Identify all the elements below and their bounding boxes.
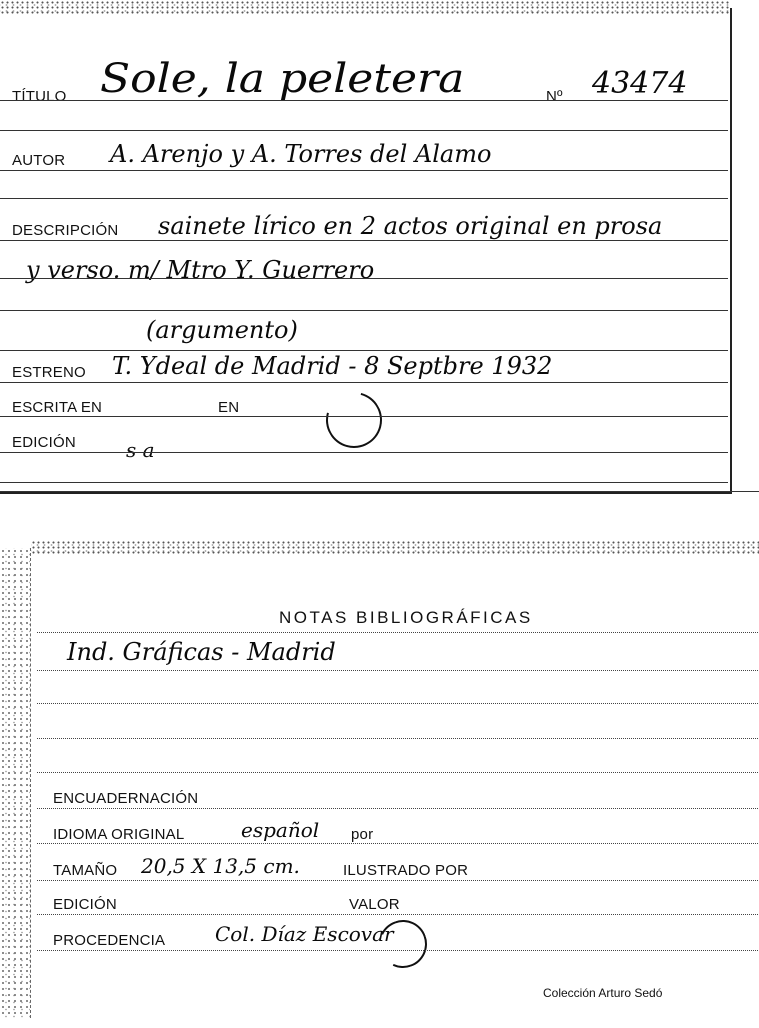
escrita-en-label: ESCRITA EN bbox=[12, 399, 103, 416]
ink-stamp-mark bbox=[316, 382, 392, 458]
rule-line bbox=[0, 310, 728, 311]
titulo-value: Sole, la peletera bbox=[100, 56, 465, 102]
catalog-card-front bbox=[0, 8, 732, 494]
notas-line1: Ind. Gráficas - Madrid bbox=[67, 638, 336, 666]
idioma-label: IDIOMA ORIGINAL bbox=[53, 826, 185, 843]
dotted-rule bbox=[37, 772, 759, 773]
autor-value: A. Arenjo y A. Torres del Alamo bbox=[110, 140, 492, 168]
dotted-rule bbox=[37, 738, 759, 739]
rule-line bbox=[0, 100, 728, 101]
catalog-card-back bbox=[30, 548, 759, 1018]
numero-label: Nº bbox=[546, 88, 563, 105]
estreno-value: T. Ydeal de Madrid - 8 Septbre 1932 bbox=[112, 352, 553, 380]
rule-line bbox=[0, 452, 728, 453]
argumento-note: (argumento) bbox=[146, 316, 298, 344]
edicion-label: EDICIÓN bbox=[12, 434, 76, 451]
dotted-rule bbox=[37, 880, 759, 881]
descripcion-label: DESCRIPCIÓN bbox=[12, 222, 119, 239]
encuadernacion-label: ENCUADERNACIÓN bbox=[53, 790, 199, 807]
rule-line bbox=[0, 240, 728, 241]
tamano-value: 20,5 X 13,5 cm. bbox=[141, 854, 300, 878]
dotted-rule bbox=[37, 703, 759, 704]
numero-value: 43474 bbox=[592, 66, 688, 101]
dotted-rule bbox=[37, 950, 759, 951]
rule-line bbox=[0, 416, 728, 417]
rule-line bbox=[0, 130, 728, 131]
card-edge-texture bbox=[0, 548, 30, 1018]
dotted-rule bbox=[37, 670, 759, 671]
rule-line bbox=[0, 278, 728, 279]
autor-label: AUTOR bbox=[12, 152, 66, 169]
en-label: EN bbox=[218, 399, 240, 416]
descripcion-line2: y verso. m/ Mtro Y. Guerrero bbox=[26, 256, 375, 284]
dotted-rule bbox=[37, 914, 759, 915]
notas-heading: NOTAS BIBLIOGRÁFICAS bbox=[279, 608, 533, 627]
rule-line bbox=[0, 198, 728, 199]
rule-line bbox=[0, 350, 728, 351]
titulo-label: TÍTULO bbox=[12, 88, 67, 105]
rule-line bbox=[0, 170, 728, 171]
por-label: por bbox=[351, 826, 374, 843]
dotted-rule bbox=[37, 808, 759, 809]
edicion-label: EDICIÓN bbox=[53, 896, 117, 913]
ilustrado-label: ILUSTRADO POR bbox=[343, 862, 469, 879]
descripcion-line1: sainete lírico en 2 actos original en prosa bbox=[158, 212, 663, 240]
estreno-label: ESTRENO bbox=[12, 364, 86, 381]
card-bottom-edge bbox=[0, 491, 759, 492]
rule-line bbox=[0, 382, 728, 383]
valor-label: VALOR bbox=[349, 896, 400, 913]
edicion-value: s a bbox=[126, 438, 155, 462]
dotted-rule bbox=[37, 843, 759, 844]
card-edge-texture bbox=[31, 540, 759, 554]
tamano-label: TAMAÑO bbox=[53, 862, 118, 879]
dotted-rule bbox=[37, 632, 759, 633]
procedencia-value: Col. Díaz Escovar bbox=[215, 922, 394, 946]
card-edge-texture bbox=[0, 0, 730, 14]
rule-line bbox=[0, 482, 728, 483]
collection-footer: Colección Arturo Sedó bbox=[543, 986, 663, 1000]
idioma-value: español bbox=[241, 818, 320, 842]
procedencia-label: PROCEDENCIA bbox=[53, 932, 166, 949]
